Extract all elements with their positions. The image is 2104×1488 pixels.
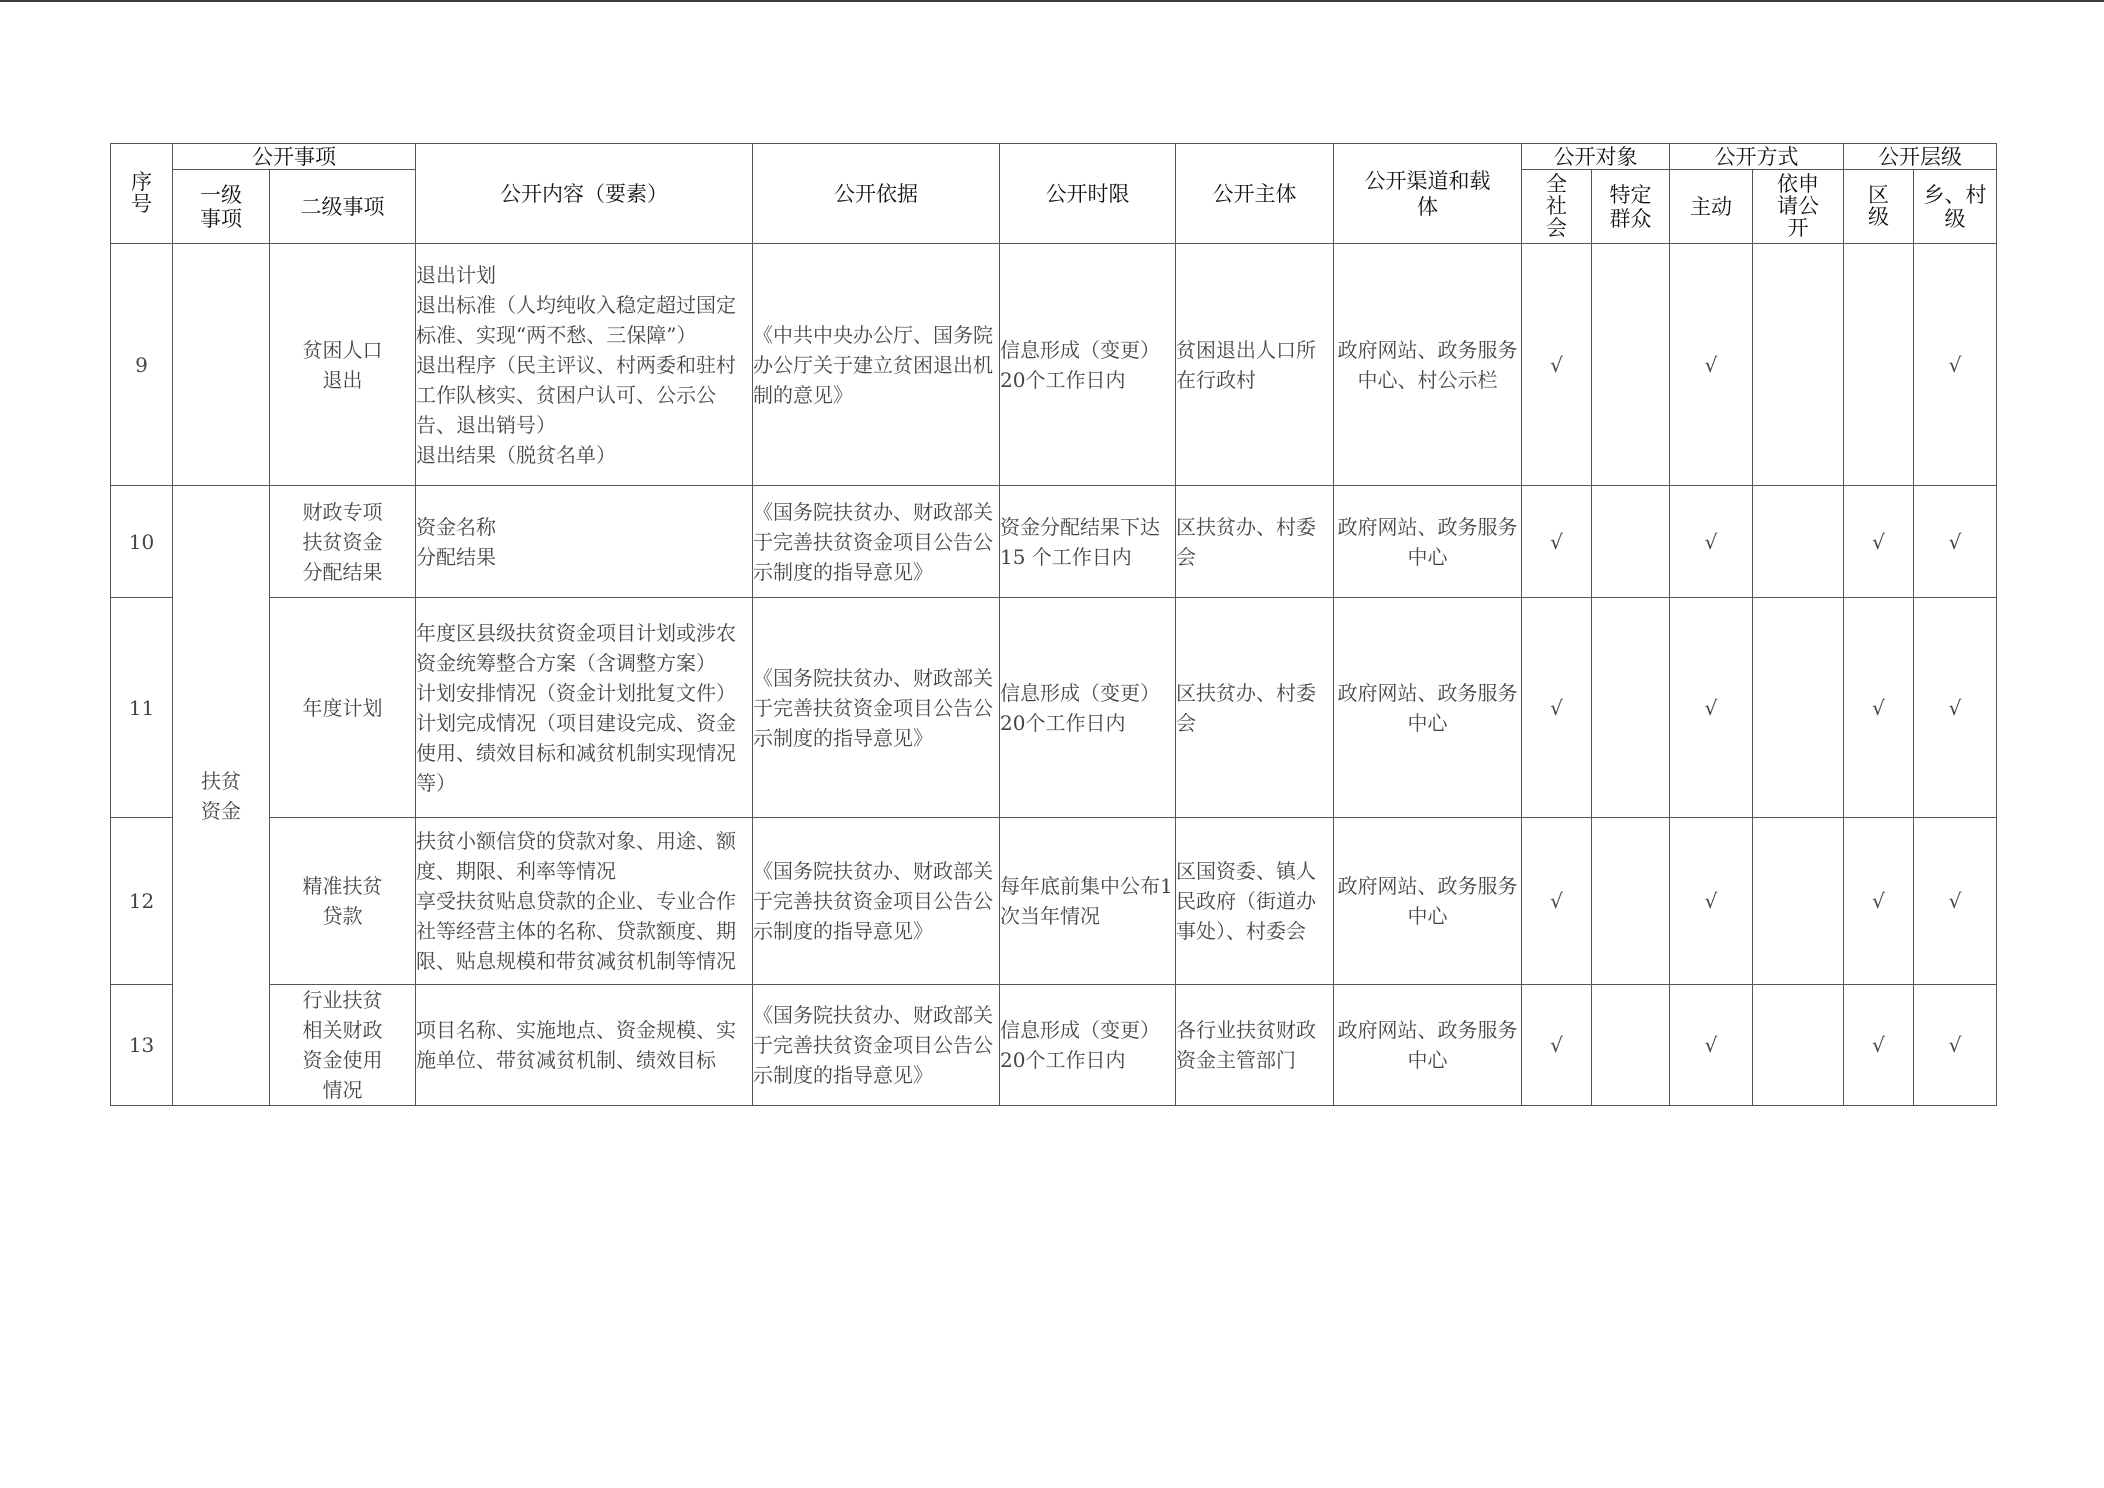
header-level-district: 区级 xyxy=(1844,170,1914,244)
header-audience: 公开对象 xyxy=(1522,144,1670,170)
disclosure-table xyxy=(110,143,1997,1106)
row-basis: 《中共中央办公厅、国务院办公厅关于建立贫困退出机制的意见》 xyxy=(753,244,1000,486)
content-line: 退出计划 xyxy=(416,262,496,287)
content-line: 退出标准（人均纯收入稳定超过国定标准、实现“两不愁、三保障”） xyxy=(416,292,736,347)
check-level-district: √ xyxy=(1844,486,1914,598)
row-seq: 12 xyxy=(111,818,173,985)
row-item: 贫困人口退出 xyxy=(270,244,416,486)
check-level-district: √ xyxy=(1844,985,1914,1106)
check-level-district: √ xyxy=(1844,598,1914,818)
row-basis: 《国务院扶贫办、财政部关于完善扶贫资金项目公告公示制度的指导意见》 xyxy=(753,985,1000,1106)
content-line: 退出结果（脱贫名单） xyxy=(416,442,616,467)
check-level-village: √ xyxy=(1914,244,1997,486)
content-line: 年度区县级扶贫资金项目计划或涉农资金统筹整合方案（含调整方案） xyxy=(416,620,736,675)
row-channel: 政府网站、政务服务中心 xyxy=(1334,985,1522,1106)
check-mode-active: √ xyxy=(1670,486,1753,598)
row-time-limit: 信息形成（变更）20个工作日内 xyxy=(1000,985,1176,1106)
header-basis: 公开依据 xyxy=(753,144,1000,244)
check-level-village: √ xyxy=(1914,486,1997,598)
header-level-village: 乡、村级 xyxy=(1914,170,1997,244)
check-audience-all: √ xyxy=(1522,598,1592,818)
row-content xyxy=(416,598,753,818)
row-time-limit: 每年底前集中公布1次当年情况 xyxy=(1000,818,1176,985)
row-subject: 区扶贫办、村委会 xyxy=(1176,598,1334,818)
check-mode-active: √ xyxy=(1670,244,1753,486)
check-mode-apply xyxy=(1753,985,1844,1106)
table-row xyxy=(111,486,1997,598)
check-audience-all: √ xyxy=(1522,818,1592,985)
header-time-limit: 公开时限 xyxy=(1000,144,1176,244)
table-header xyxy=(111,144,1997,244)
table-row xyxy=(111,598,1997,818)
header-seq: 序号 xyxy=(111,144,173,244)
header-level1: 一级事项 xyxy=(173,170,270,244)
header-channel: 公开渠道和载体 xyxy=(1334,144,1522,244)
row-time-limit: 信息形成（变更）20个工作日内 xyxy=(1000,598,1176,818)
check-level-village: √ xyxy=(1914,985,1997,1106)
header-mode: 公开方式 xyxy=(1670,144,1844,170)
header-audience-all: 全社会 xyxy=(1522,170,1592,244)
check-mode-apply xyxy=(1753,818,1844,985)
table-row xyxy=(111,244,1997,486)
check-audience-specific xyxy=(1592,598,1670,818)
check-level-district xyxy=(1844,244,1914,486)
check-mode-active: √ xyxy=(1670,818,1753,985)
table-body xyxy=(111,244,1997,1106)
row-seq: 10 xyxy=(111,486,173,598)
row-item: 行业扶贫相关财政资金使用情况 xyxy=(270,985,416,1106)
check-mode-apply xyxy=(1753,244,1844,486)
table-row xyxy=(111,818,1997,985)
row-content xyxy=(416,486,753,598)
header-mode-active: 主动 xyxy=(1670,170,1753,244)
row-basis: 《国务院扶贫办、财政部关于完善扶贫资金项目公告公示制度的指导意见》 xyxy=(753,818,1000,985)
page-top-rule xyxy=(0,0,2104,2)
row-seq: 11 xyxy=(111,598,173,818)
row-content xyxy=(416,818,753,985)
row-subject: 各行业扶贫财政资金主管部门 xyxy=(1176,985,1334,1106)
row-basis: 《国务院扶贫办、财政部关于完善扶贫资金项目公告公示制度的指导意见》 xyxy=(753,486,1000,598)
check-level-district: √ xyxy=(1844,818,1914,985)
level1-cell-empty xyxy=(173,244,270,486)
row-item: 精准扶贫贷款 xyxy=(270,818,416,985)
check-audience-all: √ xyxy=(1522,486,1592,598)
check-audience-specific xyxy=(1592,985,1670,1106)
header-subject: 公开主体 xyxy=(1176,144,1334,244)
content-line: 退出程序（民主评议、村两委和驻村工作队核实、贫困户认可、公示公告、退出销号） xyxy=(416,352,736,437)
check-mode-apply xyxy=(1753,486,1844,598)
row-time-limit: 信息形成（变更）20个工作日内 xyxy=(1000,244,1176,486)
row-channel: 政府网站、政务服务中心 xyxy=(1334,818,1522,985)
header-public-item: 公开事项 xyxy=(173,144,416,170)
check-level-village: √ xyxy=(1914,598,1997,818)
row-seq: 9 xyxy=(111,244,173,486)
check-audience-specific xyxy=(1592,244,1670,486)
content-line: 计划完成情况（项目建设完成、资金使用、绩效目标和减贫机制实现情况等） xyxy=(416,710,736,795)
header-level2: 二级事项 xyxy=(270,170,416,244)
header-audience-specific: 特定群众 xyxy=(1592,170,1670,244)
check-mode-active: √ xyxy=(1670,985,1753,1106)
row-content xyxy=(416,244,753,486)
content-line: 计划安排情况（资金计划批复文件） xyxy=(416,680,736,705)
check-mode-active: √ xyxy=(1670,598,1753,818)
row-basis: 《国务院扶贫办、财政部关于完善扶贫资金项目公告公示制度的指导意见》 xyxy=(753,598,1000,818)
check-audience-all: √ xyxy=(1522,985,1592,1106)
content-line: 项目名称、实施地点、资金规模、实施单位、带贫减贫机制、绩效目标 xyxy=(416,1018,736,1072)
row-content xyxy=(416,985,753,1106)
row-channel: 政府网站、政务服务中心 xyxy=(1334,486,1522,598)
row-subject: 贫困退出人口所在行政村 xyxy=(1176,244,1334,486)
header-mode-apply: 依申请公开 xyxy=(1753,170,1844,244)
check-level-village: √ xyxy=(1914,818,1997,985)
content-line: 扶贫小额信贷的贷款对象、用途、额度、期限、利率等情况 xyxy=(416,829,736,883)
row-subject: 区国资委、镇人民政府（街道办事处）、村委会 xyxy=(1176,818,1334,985)
content-line: 资金名称 xyxy=(416,514,496,539)
content-line: 分配结果 xyxy=(416,544,496,569)
check-audience-specific xyxy=(1592,486,1670,598)
check-audience-specific xyxy=(1592,818,1670,985)
row-item: 财政专项扶贫资金分配结果 xyxy=(270,486,416,598)
check-audience-all: √ xyxy=(1522,244,1592,486)
content-line: 享受扶贫贴息贷款的企业、专业合作社等经营主体的名称、贷款额度、期限、贴息规模和带贫减贫机制等情况 xyxy=(416,889,736,973)
table-row xyxy=(111,985,1997,1106)
row-seq: 13 xyxy=(111,985,173,1106)
check-mode-apply xyxy=(1753,598,1844,818)
row-channel: 政府网站、政务服务中心、村公示栏 xyxy=(1334,244,1522,486)
header-content: 公开内容（要素） xyxy=(416,144,753,244)
row-time-limit: 资金分配结果下达 15 个工作日内 xyxy=(1000,486,1176,598)
row-item: 年度计划 xyxy=(270,598,416,818)
header-level: 公开层级 xyxy=(1844,144,1997,170)
row-channel: 政府网站、政务服务中心 xyxy=(1334,598,1522,818)
group-label-cell: 扶贫资金 xyxy=(173,486,270,1106)
row-subject: 区扶贫办、村委会 xyxy=(1176,486,1334,598)
